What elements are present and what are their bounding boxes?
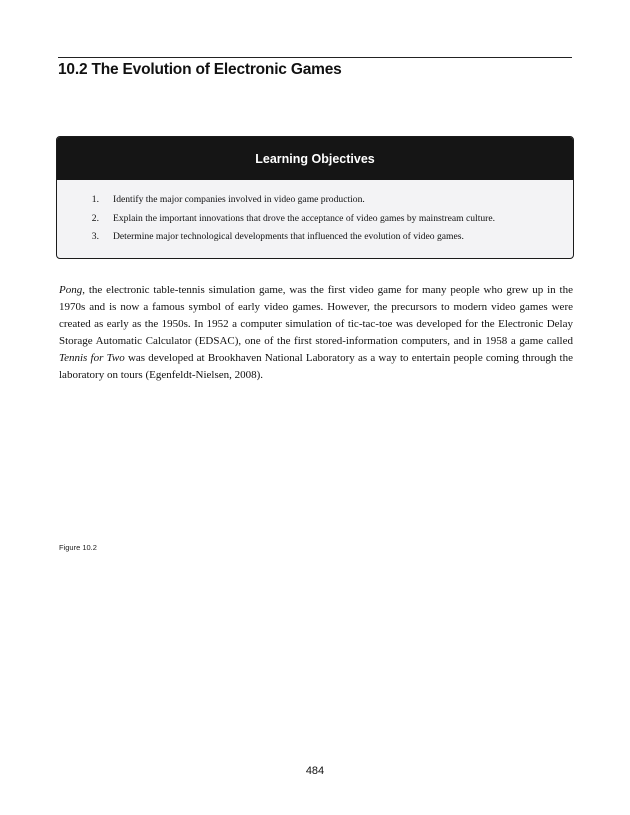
list-item xyxy=(57,194,573,206)
learning-objectives-heading: Learning Objectives xyxy=(57,137,573,180)
learning-objectives-list xyxy=(57,180,573,243)
section-top-rule xyxy=(58,57,572,58)
list-item xyxy=(57,213,573,225)
list-item-text: Identify the major companies involved in video game production. xyxy=(113,194,365,205)
list-item-number: 3. xyxy=(91,231,99,242)
section-title: 10.2 The Evolution of Electronic Games xyxy=(58,61,342,78)
list-item-text: Explain the important innovations that drove the acceptance of video games by mainstream culture. xyxy=(113,212,496,224)
body-paragraph xyxy=(59,282,573,384)
italic-pong: Pong xyxy=(59,284,83,296)
paragraph-text-part-1: , the electronic table-tennis simulation game, was the first video game for many people who grew up in the 1970s and is now a famous symbol of early video games. However, the precursors to modern video games were created as early as the 1950s. In 1952 a computer simulation of tic-tac-toe was developed for the Electronic Delay Storage Automatic Calculator (EDSAC), one of the first stored-information computers, and in 1958 a game called xyxy=(59,284,573,347)
figure-caption: Figure 10.2 xyxy=(59,543,97,552)
list-item-number: 1. xyxy=(91,194,99,205)
page-number: 484 xyxy=(305,765,325,777)
list-item-text: Determine major technological developments that influenced the evolution of video games. xyxy=(113,231,464,242)
list-item-number: 2. xyxy=(91,212,99,224)
italic-tennis-for-two: Tennis for Two xyxy=(59,352,125,364)
learning-objectives-box xyxy=(56,136,574,259)
paragraph-text-part-2: was developed at Brookhaven National Laboratory as a way to entertain people coming through the laboratory on tours (Egenfeldt-Nielsen, 2008). xyxy=(59,352,573,381)
list-item xyxy=(57,231,573,243)
